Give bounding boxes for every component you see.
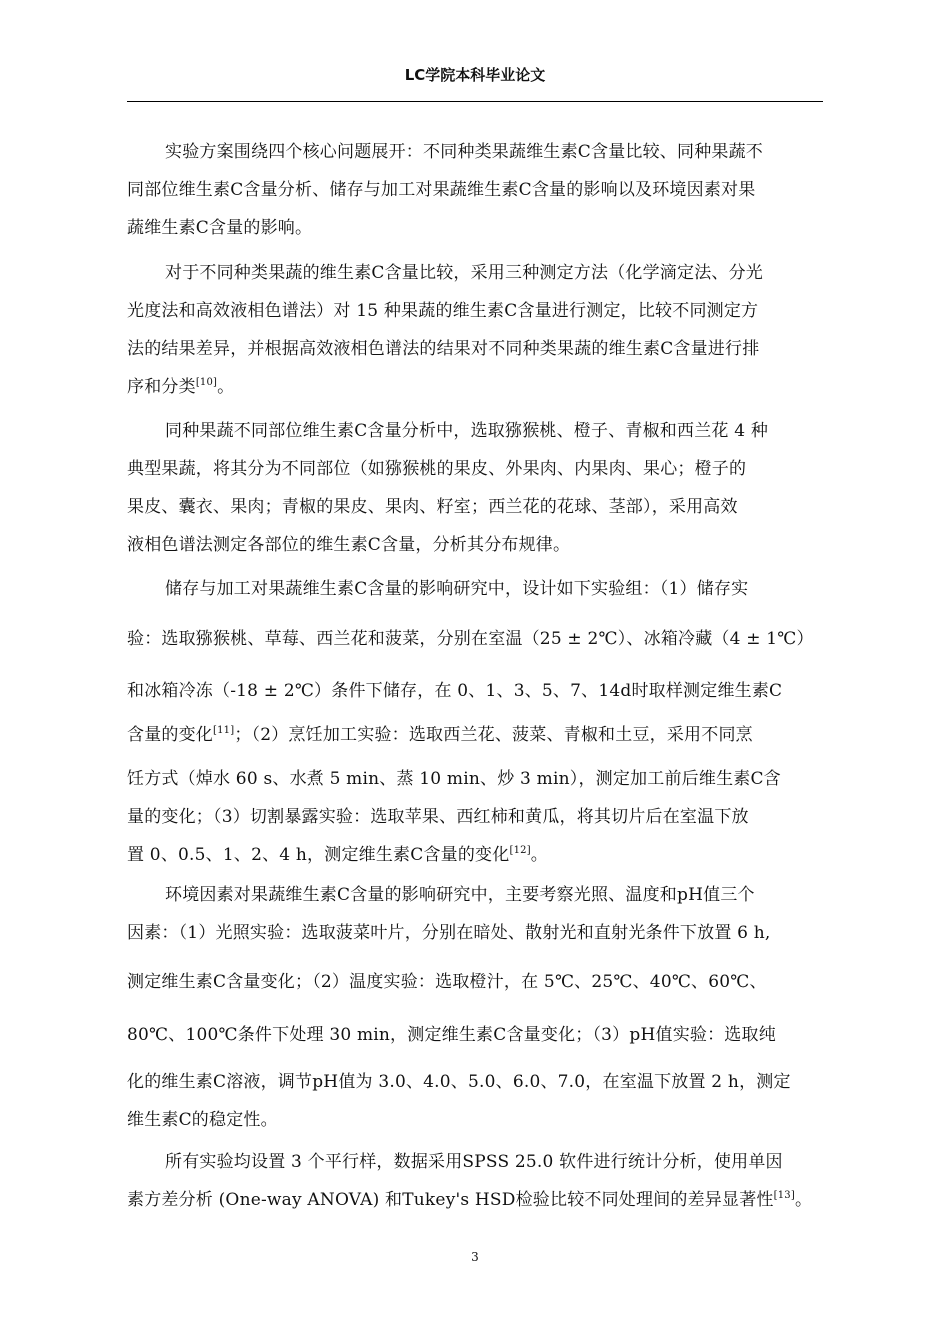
- text-segment: 含量的变化: [127, 725, 213, 745]
- text-line: [127, 840, 548, 865]
- citation-ref: [10]: [195, 377, 218, 388]
- text-segment: 素方差分析 (One-way ANOVA) 和Tukey's HSD检验比较不同处理间的差异显著性: [127, 1190, 774, 1210]
- text-line: 和冰箱冷冻（-18 ± 2℃）条件下储存，在 0、1、3、5、7、14d时取样测定维生素C: [127, 681, 783, 701]
- text-line: 同部位维生素C含量分析、储存与加工对果蔬维生素C含量的影响以及环境因素对果: [127, 180, 756, 200]
- text-line: 测定维生素C含量变化；（2）温度实验：选取橙汁，在 5℃、25℃、40℃、60℃、: [127, 972, 767, 992]
- text-line: 光度法和高效液相色谱法）对 15 种果蔬的维生素C含量进行测定，比较不同测定方: [127, 301, 759, 321]
- page-number: 3: [471, 1250, 479, 1264]
- text-segment: ；（2）烹饪加工实验：选取西兰花、菠菜、青椒和土豆，采用不同烹: [234, 725, 753, 745]
- text-line: 环境因素对果蔬维生素C含量的影响研究中，主要考察光照、温度和pH值三个: [165, 885, 755, 905]
- text-line: 验：选取猕猴桃、草莓、西兰花和菠菜，分别在室温（25 ± 2℃）、冰箱冷藏（4 ± 1℃）: [127, 629, 814, 649]
- text-segment: 。: [217, 377, 235, 397]
- text-line: 饪方式（焯水 60 s、水煮 5 min、蒸 10 min、炒 3 min），测定加工前后维生素C含: [127, 769, 781, 789]
- citation-ref: [13]: [773, 1190, 795, 1201]
- text-segment: 序和分类: [127, 377, 196, 397]
- text-line: 法的结果差异，并根据高效液相色谱法的结果对不同种类果蔬的维生素C含量进行排: [127, 339, 760, 359]
- text-line: 80℃、100℃条件下处理 30 min，测定维生素C含量变化；（3）pH值实验：选取纯: [127, 1025, 776, 1045]
- text-line: 液相色谱法测定各部位的维生素C含量，分析其分布规律。: [127, 535, 571, 555]
- header-rule: [127, 101, 823, 102]
- citation-ref: [11]: [213, 725, 235, 736]
- text-segment: 。: [794, 1190, 813, 1210]
- running-header: LC学院本科毕业论文: [404, 66, 546, 84]
- text-line: 典型果蔬，将其分为不同部位（如猕猴桃的果皮、外果肉、内果肉、果心；橙子的: [127, 459, 747, 479]
- text-line: 因素：（1）光照实验：选取菠菜叶片，分别在暗处、散射光和直射光条件下放置 6 h,: [127, 923, 771, 943]
- text-line: 维生素C的稳定性。: [127, 1110, 278, 1130]
- text-line: [127, 372, 234, 397]
- text-line: 对于不同种类果蔬的维生素C含量比较，采用三种测定方法（化学滴定法、分光: [165, 263, 764, 283]
- text-line: 蔬维生素C含量的影响。: [127, 218, 313, 238]
- text-line: [127, 720, 753, 745]
- text-line: 化的维生素C溶液，调节pH值为 3.0、4.0、5.0、6.0、7.0，在室温下放置 2 h，测定: [127, 1072, 791, 1092]
- text-line: [127, 1185, 812, 1210]
- text-line: 所有实验均设置 3 个平行样，数据采用SPSS 25.0 软件进行统计分析，使用单因: [165, 1152, 783, 1172]
- text-segment: 。: [530, 845, 548, 865]
- text-line: 量的变化；（3）切割暴露实验：选取苹果、西红柿和黄瓜，将其切片后在室温下放: [127, 807, 749, 827]
- text-line: 果皮、囊衣、果肉；青椒的果皮、果肉、籽室；西兰花的花球、茎部），采用高效: [127, 497, 738, 517]
- text-line: 储存与加工对果蔬维生素C含量的影响研究中，设计如下实验组：（1）储存实: [165, 579, 749, 599]
- text-segment: 置 0、0.5、1、2、4 h，测定维生素C含量的变化: [127, 845, 510, 865]
- text-line: 实验方案围绕四个核心问题展开：不同种类果蔬维生素C含量比较、同种果蔬不: [165, 142, 764, 162]
- text-line: 同种果蔬不同部位维生素C含量分析中，选取猕猴桃、橙子、青椒和西兰花 4 种: [165, 421, 769, 441]
- citation-ref: [12]: [509, 845, 531, 856]
